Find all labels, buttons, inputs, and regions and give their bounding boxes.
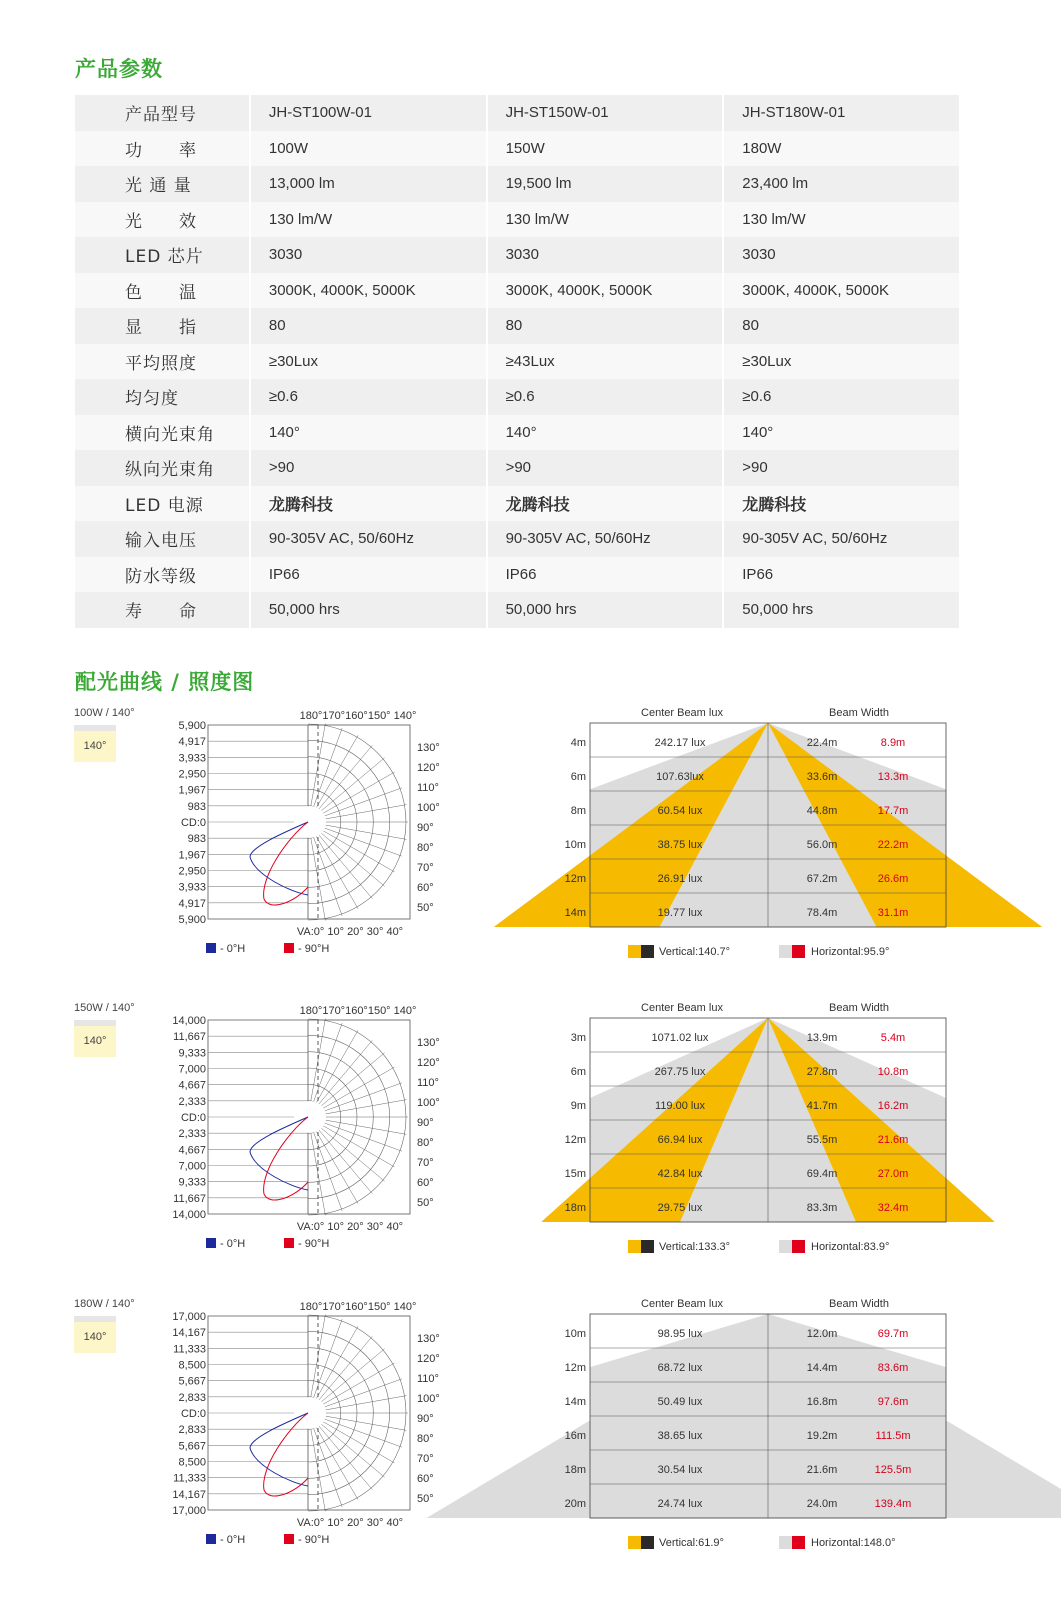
- photometric-graphics: [0, 1002, 1061, 1292]
- spec-label: 均匀度: [75, 379, 250, 415]
- distance-label: 10m: [564, 1328, 586, 1340]
- spec-label: 光 效: [75, 202, 250, 238]
- polar-right-angle: 130°: [417, 742, 440, 754]
- spec-value-model-2: >90: [487, 450, 724, 486]
- polar-top-angles: 180°170°160°150° 140°: [299, 710, 417, 722]
- beam-width-horizontal: 26.6m: [877, 873, 909, 885]
- lux-value: 267.75 lux: [654, 1066, 706, 1078]
- lux-value: 50.49 lux: [657, 1396, 703, 1408]
- cd-tick-label: 2,833: [178, 1424, 206, 1437]
- spec-value-model-3: 50,000 hrs: [723, 592, 960, 628]
- beam-width-vertical: 44.8m: [806, 805, 838, 817]
- legend-swatch: [284, 1238, 294, 1248]
- polar-center: [294, 806, 326, 838]
- cd-tick-label: 2,950: [178, 865, 206, 878]
- polar-right-angle: 90°: [417, 1117, 434, 1129]
- polar-right-angle: 120°: [417, 1353, 440, 1365]
- spec-value-model-1: ≥0.6: [250, 379, 487, 415]
- spec-value-model-1: 3000K, 4000K, 5000K: [250, 273, 487, 309]
- spec-value-model-1: 80: [250, 308, 487, 344]
- lux-value: 98.95 lux: [657, 1328, 703, 1340]
- cd-tick-label: 4,667: [178, 1144, 206, 1157]
- spec-label: 寿 命: [75, 592, 250, 628]
- spec-row: [75, 166, 960, 202]
- cd-tick-label: 3,933: [178, 881, 206, 894]
- spec-row: [75, 521, 960, 557]
- spec-row: [75, 308, 960, 344]
- cd-tick-label: 9,333: [178, 1047, 206, 1060]
- legend-swatch: [284, 1534, 294, 1544]
- spec-row: [75, 344, 960, 380]
- polar-right-angle: 130°: [417, 1037, 440, 1049]
- beam-width-vertical: 41.7m: [806, 1100, 838, 1112]
- polar-right-angle: 70°: [417, 862, 434, 874]
- spec-value-model-2: 龙腾科技: [487, 486, 724, 522]
- spec-label: 功 率: [75, 131, 250, 167]
- vertical-legend-swatch-dark: [641, 1240, 654, 1253]
- spec-value-model-2: JH-ST150W-01: [487, 95, 724, 131]
- lux-value: 1071.02 lux: [651, 1032, 709, 1044]
- spec-value-model-3: 3000K, 4000K, 5000K: [723, 273, 960, 309]
- lux-value: 119.00 lux: [655, 1100, 705, 1112]
- center-beam-header: Center Beam lux: [641, 1298, 723, 1310]
- spec-value-model-3: 180W: [723, 131, 960, 167]
- distance-label: 12m: [564, 1362, 586, 1374]
- spec-value-model-2: 3030: [487, 237, 724, 273]
- distance-label: 12m: [564, 1134, 586, 1146]
- cd-tick-label: 4,917: [178, 736, 206, 749]
- beam-width-horizontal: 13.3m: [877, 771, 909, 783]
- cd-tick-label: 14,000: [172, 1209, 206, 1221]
- lux-value: 30.54 lux: [657, 1464, 703, 1476]
- beam-angle-icon: 140°: [74, 1020, 116, 1057]
- distance-label: 12m: [564, 873, 586, 885]
- beam-width-vertical: 13.9m: [806, 1032, 838, 1044]
- section-title-photometric: 配光曲线 / 照度图: [75, 670, 255, 694]
- lux-value: 24.74 lux: [657, 1498, 703, 1510]
- polar-top-angles: 180°170°160°150° 140°: [299, 1005, 417, 1017]
- cd-tick-label: 2,333: [178, 1095, 206, 1108]
- lux-value: 38.65 lux: [657, 1430, 703, 1442]
- spec-value-model-2: ≥0.6: [487, 379, 724, 415]
- photometric-block: [0, 707, 1061, 997]
- beam-width-vertical: 16.8m: [806, 1396, 838, 1408]
- spec-value-model-3: JH-ST180W-01: [723, 95, 960, 131]
- lux-value: 26.91 lux: [657, 873, 703, 885]
- spec-label: 光 通 量: [75, 166, 250, 202]
- section-title-parameters: 产品参数: [75, 57, 163, 81]
- distance-label: 18m: [564, 1202, 586, 1214]
- cd-tick-label: CD:0: [180, 1408, 206, 1420]
- cd-tick-label: 2,950: [178, 768, 206, 781]
- spec-value-model-2: 80: [487, 308, 724, 344]
- vertical-legend-swatch: [628, 1536, 641, 1549]
- distance-label: 3m: [570, 1032, 586, 1044]
- beam-width-header: Beam Width: [829, 1298, 889, 1310]
- spec-row: [75, 95, 960, 131]
- cd-tick-label: 1,967: [178, 784, 206, 797]
- beam-width-vertical: 12.0m: [806, 1328, 838, 1340]
- lux-value: 38.75 lux: [657, 839, 703, 851]
- spec-value-model-1: 龙腾科技: [250, 486, 487, 522]
- cd-tick-label: CD:0: [180, 1112, 206, 1124]
- spec-value-model-2: 3000K, 4000K, 5000K: [487, 273, 724, 309]
- spec-label: 色 温: [75, 273, 250, 309]
- cd-tick-label: 11,667: [173, 1031, 206, 1044]
- spec-row: [75, 450, 960, 486]
- cd-tick-label: 11,333: [173, 1343, 206, 1356]
- cd-tick-label: 5,667: [178, 1375, 206, 1388]
- spec-label: 平均照度: [75, 344, 250, 380]
- cd-tick-label: 14,167: [172, 1327, 206, 1340]
- beam-angle-icon: 140°: [74, 725, 116, 762]
- horizontal-legend-swatch-red: [792, 1536, 805, 1549]
- spec-label: 显 指: [75, 308, 250, 344]
- spec-value-model-1: 140°: [250, 415, 487, 451]
- legend-label: - 90°H: [298, 1238, 330, 1250]
- vertical-legend-label: Vertical:140.7°: [659, 946, 731, 958]
- polar-right-angle: 100°: [417, 1393, 440, 1405]
- polar-bottom-angles: VA:0° 10° 20° 30° 40°: [296, 926, 404, 938]
- illuminance-diagram: [427, 1298, 1061, 1549]
- spec-value-model-2: 130 lm/W: [487, 202, 724, 238]
- legend-label: - 0°H: [220, 1534, 246, 1546]
- photometric-block: [0, 1298, 1061, 1588]
- cd-tick-label: 1,967: [178, 849, 206, 862]
- distance-label: 6m: [570, 1066, 586, 1078]
- horizontal-legend-label: Horizontal:83.9°: [811, 1241, 890, 1253]
- legend-swatch: [206, 1534, 216, 1544]
- beam-angle-icon: 140°: [74, 1316, 116, 1353]
- spec-row: [75, 273, 960, 309]
- spec-row: [75, 379, 960, 415]
- block-label: 150W / 140°: [74, 1002, 135, 1014]
- spec-row: [75, 415, 960, 451]
- spec-label: LED 电源: [75, 486, 250, 522]
- spec-row: [75, 557, 960, 593]
- beam-width-header: Beam Width: [829, 1002, 889, 1014]
- polar-right-angle: 60°: [417, 882, 434, 894]
- polar-right-angle: 130°: [417, 1333, 440, 1345]
- spec-value-model-1: 130 lm/W: [250, 202, 487, 238]
- beam-width-vertical: 24.0m: [806, 1498, 838, 1510]
- spec-value-model-2: 90-305V AC, 50/60Hz: [487, 521, 724, 557]
- polar-right-angle: 120°: [417, 1057, 440, 1069]
- spec-value-model-3: 130 lm/W: [723, 202, 960, 238]
- beam-width-horizontal: 139.4m: [874, 1498, 912, 1510]
- distance-label: 4m: [570, 737, 586, 749]
- spec-value-model-3: 23,400 lm: [723, 166, 960, 202]
- lux-value: 29.75 lux: [657, 1202, 703, 1214]
- spec-value-model-2: IP66: [487, 557, 724, 593]
- distance-label: 6m: [570, 771, 586, 783]
- horizontal-legend-swatch: [779, 945, 792, 958]
- distance-label: 18m: [564, 1464, 586, 1476]
- cd-tick-label: 983: [187, 800, 206, 813]
- illuminance-diagram: [541, 1002, 995, 1253]
- spec-value-model-3: 80: [723, 308, 960, 344]
- spec-value-model-3: 90-305V AC, 50/60Hz: [723, 521, 960, 557]
- cd-tick-label: CD:0: [180, 817, 206, 829]
- illuminance-diagram: [494, 707, 1042, 958]
- cd-tick-label: 7,000: [178, 1063, 206, 1076]
- polar-right-angle: 70°: [417, 1157, 434, 1169]
- cd-tick-label: 7,000: [178, 1160, 206, 1173]
- spec-value-model-1: 3030: [250, 237, 487, 273]
- spec-row: [75, 237, 960, 273]
- polar-right-angle: 80°: [417, 1433, 434, 1445]
- horizontal-legend-swatch-red: [792, 1240, 805, 1253]
- beam-width-vertical: 78.4m: [806, 907, 838, 919]
- beam-width-horizontal: 69.7m: [877, 1328, 909, 1340]
- legend-label: - 0°H: [220, 943, 246, 955]
- spec-value-model-1: 13,000 lm: [250, 166, 487, 202]
- polar-right-angle: 110°: [417, 1373, 439, 1385]
- photometric-block: [0, 1002, 1061, 1292]
- beam-width-vertical: 22.4m: [806, 737, 838, 749]
- spec-row: [75, 202, 960, 238]
- beam-width-header: Beam Width: [829, 707, 889, 719]
- polar-right-angle: 90°: [417, 822, 434, 834]
- polar-right-angle: 110°: [417, 782, 439, 794]
- polar-diagram: [178, 710, 439, 955]
- cd-tick-label: 11,333: [173, 1472, 206, 1485]
- polar-bottom-angles: VA:0° 10° 20° 30° 40°: [296, 1517, 404, 1529]
- beam-width-vertical: 83.3m: [806, 1202, 838, 1214]
- cd-tick-label: 14,000: [172, 1015, 206, 1027]
- cd-tick-label: 17,000: [172, 1311, 206, 1323]
- polar-top-angles: 180°170°160°150° 140°: [299, 1301, 417, 1313]
- spec-value-model-3: ≥30Lux: [723, 344, 960, 380]
- spec-value-model-3: ≥0.6: [723, 379, 960, 415]
- distance-label: 14m: [564, 907, 586, 919]
- spec-value-model-1: >90: [250, 450, 487, 486]
- spec-row: [75, 131, 960, 167]
- lux-value: 68.72 lux: [657, 1362, 703, 1374]
- beam-width-vertical: 14.4m: [806, 1362, 838, 1374]
- spec-row: [75, 486, 960, 522]
- beam-width-horizontal: 21.6m: [877, 1134, 909, 1146]
- horizontal-legend-swatch: [779, 1536, 792, 1549]
- beam-width-vertical: 27.8m: [806, 1066, 838, 1078]
- spec-value-model-3: 140°: [723, 415, 960, 451]
- spec-value-model-1: 50,000 hrs: [250, 592, 487, 628]
- beam-width-vertical: 56.0m: [806, 839, 838, 851]
- spec-value-model-1: 100W: [250, 131, 487, 167]
- block-label: 100W / 140°: [74, 707, 135, 719]
- polar-right-angle: 60°: [417, 1177, 434, 1189]
- spec-value-model-2: 140°: [487, 415, 724, 451]
- photometric-graphics: [0, 707, 1061, 997]
- spec-value-model-1: JH-ST100W-01: [250, 95, 487, 131]
- beam-width-horizontal: 10.8m: [877, 1066, 909, 1078]
- cd-tick-label: 5,667: [178, 1440, 206, 1453]
- vertical-legend-swatch: [628, 1240, 641, 1253]
- polar-right-angle: 60°: [417, 1473, 434, 1485]
- beam-width-horizontal: 22.2m: [877, 839, 909, 851]
- spec-value-model-3: 龙腾科技: [723, 486, 960, 522]
- legend-label: - 0°H: [220, 1238, 246, 1250]
- cd-tick-label: 2,333: [178, 1128, 206, 1141]
- cd-tick-label: 11,667: [173, 1192, 206, 1205]
- beam-width-horizontal: 31.1m: [877, 907, 909, 919]
- distance-label: 9m: [570, 1100, 586, 1112]
- legend-swatch: [206, 943, 216, 953]
- legend-label: - 90°H: [298, 1534, 330, 1546]
- lux-value: 242.17 lux: [654, 737, 706, 749]
- distance-label: 20m: [564, 1498, 586, 1510]
- beam-width-vertical: 55.5m: [806, 1134, 838, 1146]
- polar-right-angle: 100°: [417, 1097, 440, 1109]
- beam-width-horizontal: 8.9m: [880, 737, 906, 749]
- center-beam-header: Center Beam lux: [641, 1002, 723, 1014]
- polar-center: [294, 1101, 326, 1133]
- beam-width-horizontal: 17.7m: [877, 805, 909, 817]
- spec-value-model-2: 150W: [487, 131, 724, 167]
- horizontal-legend-swatch: [779, 1240, 792, 1253]
- lux-value: 60.54 lux: [657, 805, 703, 817]
- legend-label: - 90°H: [298, 943, 330, 955]
- beam-width-horizontal: 97.6m: [877, 1396, 909, 1408]
- distance-label: 8m: [570, 805, 586, 817]
- lux-value: 107.63lux: [656, 771, 704, 783]
- lux-value: 42.84 lux: [657, 1168, 703, 1180]
- beam-width-horizontal: 83.6m: [877, 1362, 909, 1374]
- beam-width-horizontal: 32.4m: [877, 1202, 909, 1214]
- horizontal-legend-label: Horizontal:148.0°: [811, 1537, 896, 1549]
- cd-tick-label: 3,933: [178, 752, 206, 765]
- vertical-legend-swatch-dark: [641, 1536, 654, 1549]
- spec-value-model-1: 90-305V AC, 50/60Hz: [250, 521, 487, 557]
- polar-right-angle: 70°: [417, 1453, 434, 1465]
- spec-value-model-3: >90: [723, 450, 960, 486]
- polar-right-angle: 50°: [417, 1493, 434, 1505]
- beam-width-vertical: 67.2m: [806, 873, 838, 885]
- lux-value: 19.77 lux: [657, 907, 703, 919]
- distance-label: 15m: [564, 1168, 586, 1180]
- polar-right-angle: 50°: [417, 902, 434, 914]
- spec-value-model-2: ≥43Lux: [487, 344, 724, 380]
- spec-label: 输入电压: [75, 521, 250, 557]
- distance-label: 14m: [564, 1396, 586, 1408]
- photometric-graphics: [0, 1298, 1061, 1588]
- center-beam-header: Center Beam lux: [641, 707, 723, 719]
- polar-right-angle: 100°: [417, 802, 440, 814]
- cd-tick-label: 14,167: [172, 1488, 206, 1501]
- cd-tick-label: 8,500: [178, 1359, 206, 1372]
- lux-value: 66.94 lux: [657, 1134, 703, 1146]
- spec-value-model-1: ≥30Lux: [250, 344, 487, 380]
- spec-label: 横向光束角: [75, 415, 250, 451]
- legend-swatch: [206, 1238, 216, 1248]
- cd-tick-label: 9,333: [178, 1176, 206, 1189]
- polar-right-angle: 110°: [417, 1077, 439, 1089]
- spec-table: [75, 95, 961, 628]
- beam-width-vertical: 21.6m: [806, 1464, 838, 1476]
- block-label: 180W / 140°: [74, 1298, 135, 1310]
- polar-right-angle: 50°: [417, 1197, 434, 1209]
- distance-label: 16m: [564, 1430, 586, 1442]
- spec-value-model-3: 3030: [723, 237, 960, 273]
- cd-tick-label: 4,667: [178, 1079, 206, 1092]
- polar-right-angle: 90°: [417, 1413, 434, 1425]
- spec-row: [75, 592, 960, 628]
- spec-value-model-2: 50,000 hrs: [487, 592, 724, 628]
- spec-label: 产品型号: [75, 95, 250, 131]
- polar-diagram: [172, 1301, 439, 1546]
- spec-value-model-1: IP66: [250, 557, 487, 593]
- spec-label: 防水等级: [75, 557, 250, 593]
- polar-bottom-angles: VA:0° 10° 20° 30° 40°: [296, 1221, 404, 1233]
- beam-width-horizontal: 5.4m: [880, 1032, 906, 1044]
- spec-label: 纵向光束角: [75, 450, 250, 486]
- vertical-legend-label: Vertical:61.9°: [659, 1537, 724, 1549]
- polar-right-angle: 80°: [417, 1137, 434, 1149]
- polar-right-angle: 80°: [417, 842, 434, 854]
- beam-width-horizontal: 125.5m: [874, 1464, 912, 1476]
- cd-tick-label: 2,833: [178, 1391, 206, 1404]
- spec-label: LED 芯片: [75, 237, 250, 273]
- polar-center: [294, 1397, 326, 1429]
- cd-tick-label: 5,900: [178, 720, 206, 732]
- vertical-legend-swatch: [628, 945, 641, 958]
- vertical-legend-swatch-dark: [641, 945, 654, 958]
- beam-width-horizontal: 111.5m: [875, 1430, 911, 1442]
- beam-width-vertical: 69.4m: [806, 1168, 838, 1180]
- cd-tick-label: 17,000: [172, 1505, 206, 1517]
- polar-right-angle: 120°: [417, 762, 440, 774]
- beam-width-vertical: 33.6m: [806, 771, 838, 783]
- vertical-legend-label: Vertical:133.3°: [659, 1241, 731, 1253]
- cd-tick-label: 983: [187, 833, 206, 846]
- horizontal-legend-swatch-red: [792, 945, 805, 958]
- polar-diagram: [172, 1005, 439, 1250]
- horizontal-legend-label: Horizontal:95.9°: [811, 946, 890, 958]
- distance-label: 10m: [564, 839, 586, 851]
- spec-value-model-2: 19,500 lm: [487, 166, 724, 202]
- cd-tick-label: 5,900: [178, 914, 206, 926]
- spec-value-model-3: IP66: [723, 557, 960, 593]
- cd-tick-label: 4,917: [178, 897, 206, 910]
- legend-swatch: [284, 943, 294, 953]
- cd-tick-label: 8,500: [178, 1456, 206, 1469]
- beam-width-horizontal: 27.0m: [877, 1168, 909, 1180]
- beam-width-vertical: 19.2m: [806, 1430, 838, 1442]
- beam-width-horizontal: 16.2m: [877, 1100, 909, 1112]
